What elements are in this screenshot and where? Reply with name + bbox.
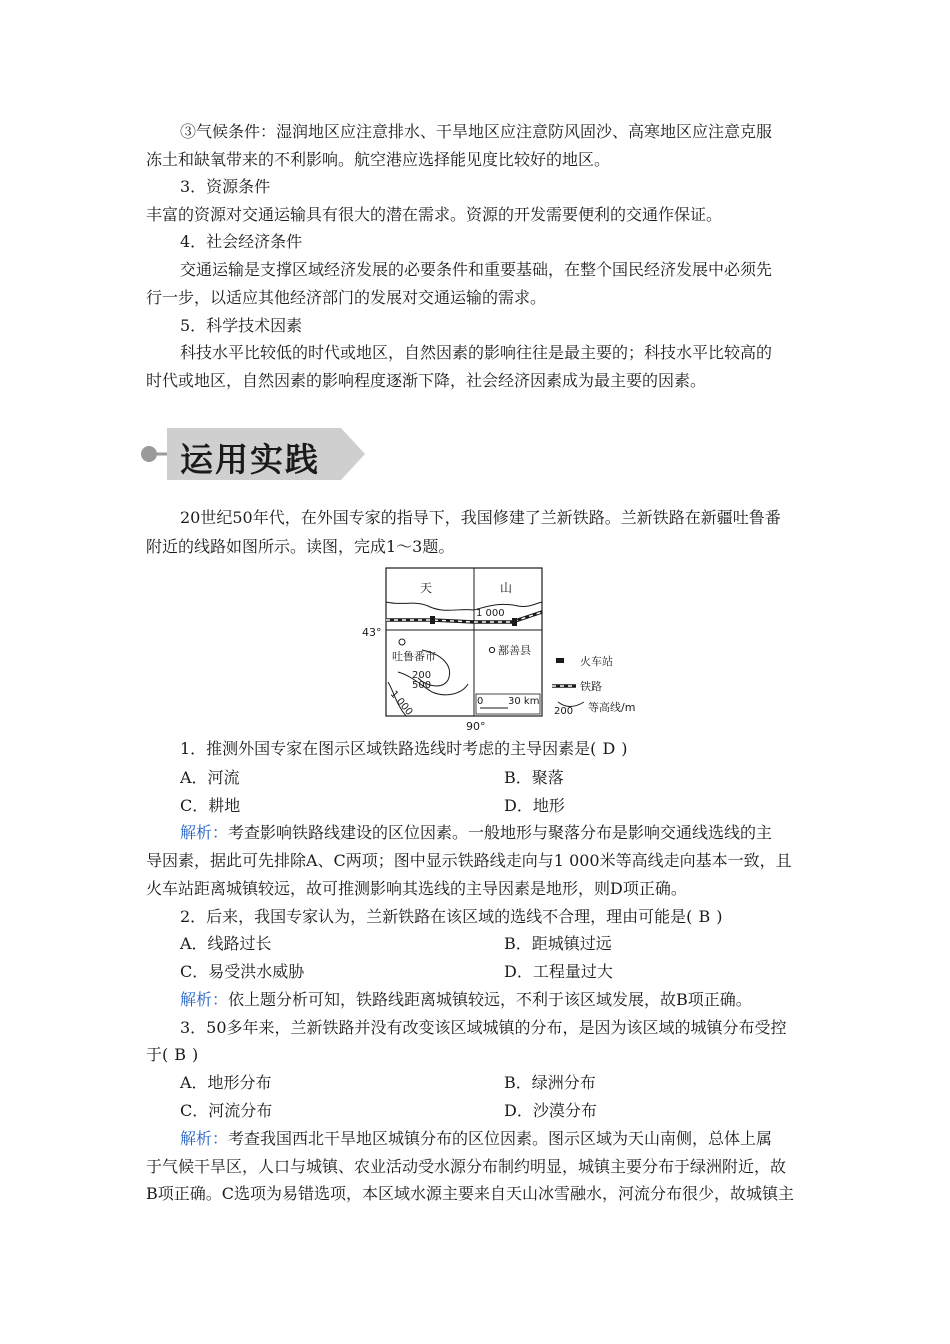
- q3-option-d: D．沙漠分布: [504, 1101, 597, 1120]
- scale-30: 30 km: [508, 696, 540, 707]
- q1-close: ): [621, 739, 628, 758]
- station-2: [512, 618, 517, 626]
- label-tian: 天: [420, 581, 433, 595]
- q1-option-d: D．地形: [504, 796, 565, 815]
- station-1: [430, 616, 435, 624]
- turpan-label: 吐鲁番市: [392, 650, 436, 663]
- shanshan-symbol: [489, 647, 494, 652]
- q2-close: ): [716, 907, 723, 926]
- q3-analysis-line-3: B项正确。C选项为易错选项，本区域水源主要来自天山冰雪融水，河流分布很少，故城镇主: [146, 1184, 795, 1203]
- q3-option-a: A．地形分布: [180, 1073, 272, 1092]
- social-heading: 4．社会经济条件: [180, 232, 303, 251]
- shanshan-label: 鄯善县: [498, 644, 531, 657]
- q2-analysis-line-1: [180, 990, 860, 1010]
- q3-option-b: B．绿洲分布: [504, 1073, 596, 1092]
- tech-line-1: 科技水平比较低的时代或地区，自然因素的影响往往是最主要的；科技水平比较高的: [180, 343, 773, 362]
- q3-option-c: C．河流分布: [180, 1101, 273, 1120]
- q1-answer: D: [602, 739, 616, 758]
- lon-label: 90°: [466, 720, 486, 733]
- q3-analysis-line-1: [180, 1129, 860, 1149]
- climate-line-2: 冻土和缺氧带来的不利影响。航空港应选择能见度比较好的地区。: [146, 150, 611, 169]
- tech-heading: 5．科学技术因素: [180, 316, 303, 335]
- section-title: 运用实践: [180, 440, 320, 479]
- climate-line-1: ③气候条件：湿润地区应注意排水、干旱地区应注意防风固沙、高寒地区应注意克服: [180, 122, 773, 141]
- q1-option-a: A．河流: [180, 768, 240, 787]
- q3-close: ): [192, 1045, 199, 1064]
- railway-line: [386, 612, 542, 622]
- q1-analysis-line-1: [180, 823, 860, 843]
- q3-stem-text-2: 于(: [146, 1045, 169, 1064]
- legend-station-symbol: [556, 658, 564, 663]
- q3-analysis-text-1: 考查我国西北干旱地区城镇分布的区位因素。图示区域为天山南侧，总体上属: [228, 1129, 773, 1148]
- q1-analysis-line-3: 火车站距离城镇较远，故可推测影响其选线的主导因素是地形，则D项正确。: [146, 879, 687, 898]
- q2-option-d: D．工程量过大: [504, 962, 613, 981]
- social-line-1: 交通运输是支撑区域经济发展的必要条件和重要基础，在整个国民经济发展中必须先: [180, 260, 773, 279]
- q2-option-a: A．线路过长: [180, 934, 272, 953]
- contour-500: [398, 672, 468, 695]
- q1-option-c: C．耕地: [180, 796, 241, 815]
- q3-answer: B: [174, 1045, 187, 1064]
- legend-contour-value: 200: [554, 706, 574, 717]
- railway-map: [362, 562, 652, 734]
- q1-option-b: B．聚落: [504, 768, 564, 787]
- q1-analysis-line-2: 导因素，据此可先排除A、C两项；图中显示铁路线走向与1 000米等高线走向基本一致，且: [146, 851, 792, 870]
- q3-analysis-line-2: 于气候干旱区，人口与城镇、农业活动受水源分布制约明显，城镇主要分布于绿洲附近，故: [146, 1157, 787, 1176]
- turpan-symbol: [399, 639, 405, 645]
- material-line-1: 20世纪50年代，在外国专家的指导下，我国修建了兰新铁路。兰新铁路在新疆吐鲁番: [180, 508, 781, 527]
- q1-analysis-text-1: 考查影响铁路线建设的区位因素。一般地形与聚落分布是影响交通线选线的主: [228, 823, 773, 842]
- q2-stem: [180, 907, 860, 927]
- contour-label-200: 200: [412, 670, 432, 681]
- material-line-2: 附近的线路如图所示。读图，完成1～3题。: [146, 537, 455, 556]
- social-line-2: 行一步，以适应其他经济部门的发展对交通运输的需求。: [146, 288, 547, 307]
- q2-analysis-label: 解析：: [180, 990, 229, 1009]
- contour-1000-top: [386, 602, 542, 610]
- contour-label-1000-top: 1 000: [476, 608, 505, 619]
- legend-contour-label: 等高线/m: [588, 701, 636, 714]
- q2-option-b: B．距城镇过远: [504, 934, 612, 953]
- q2-answer: B: [698, 907, 711, 926]
- lat-label: 43°: [362, 626, 382, 639]
- tech-line-2: 时代或地区，自然因素的影响程度逐渐下降，社会经济因素成为最主要的因素。: [146, 371, 707, 390]
- q1-stem: [180, 739, 860, 759]
- resource-text: 丰富的资源对交通运输具有很大的潜在需求。资源的开发需要便利的交通作保证。: [146, 205, 723, 224]
- resource-heading: 3．资源条件: [180, 177, 271, 196]
- q2-stem-text: 2．后来，我国专家认为，兰新铁路在该区域的选线不合理，理由可能是(: [180, 907, 693, 926]
- q2-analysis-text-1: 依上题分析可知，铁路线距离城镇较远，不利于该区域发展，故B项正确。: [228, 990, 752, 1009]
- q3-stem-line-2: [146, 1045, 826, 1065]
- label-shan: 山: [500, 581, 513, 595]
- q3-stem-line-1: 3．50多年来，兰新铁路并没有改变该区域城镇的分布，是因为该区域的城镇分布受控: [180, 1018, 787, 1037]
- q2-option-c: C．易受洪水威胁: [180, 962, 305, 981]
- legend-railway-label: 铁路: [580, 680, 602, 693]
- q3-analysis-label: 解析：: [180, 1129, 229, 1148]
- q1-stem-text: 1．推测外国专家在图示区域铁路选线时考虑的主导因素是(: [180, 739, 597, 758]
- legend-station-label: 火车站: [580, 655, 613, 668]
- q1-analysis-label: 解析：: [180, 823, 229, 842]
- scale-zero: 0: [477, 696, 484, 707]
- contour-label-1000-bottom: 1 000: [387, 688, 415, 718]
- contour-label-500: 500: [412, 680, 432, 691]
